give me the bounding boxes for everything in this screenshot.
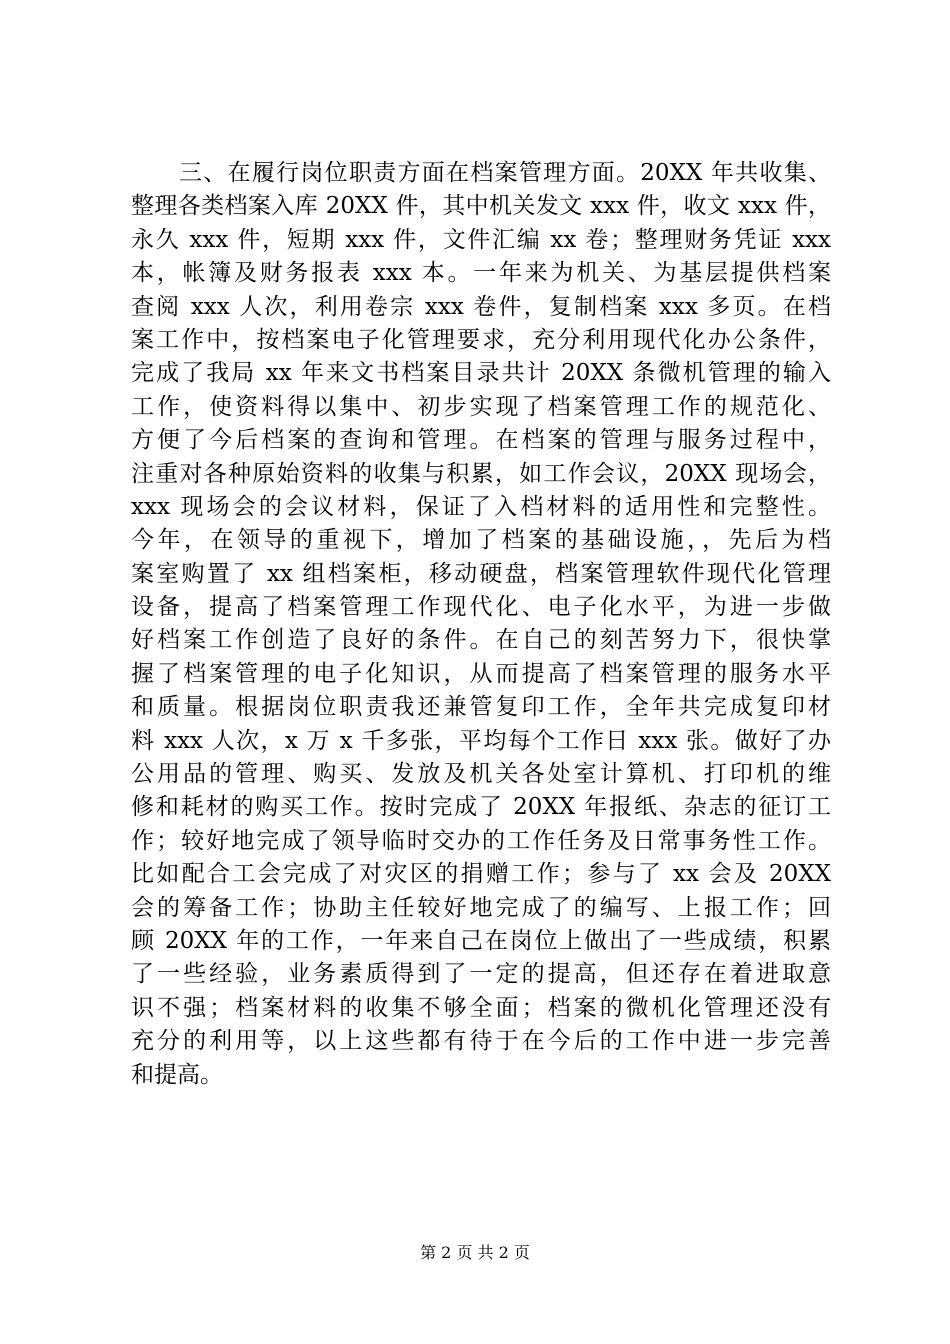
paragraph-line: 公用品的管理、购买、发放及机关各处室计算机、打印机的维 [131, 761, 831, 788]
paragraph-line: 好档案工作创造了良好的条件。在自己的刻苦努力下，很快掌 [131, 627, 831, 654]
paragraph-line: 三、在履行岗位职责方面在档案管理方面。20XX 年共收集、 [179, 160, 831, 186]
paragraph-line: 比如配合工会完成了对灾区的捐赠工作；参与了 xx 会及 20XX [131, 861, 831, 888]
paragraph-line: 设备，提高了档案管理工作现代化、电子化水平，为进一步做 [131, 594, 831, 621]
paragraph-line: 作；较好地完成了领导临时交办的工作任务及日常事务性工作。 [131, 827, 831, 854]
paragraph-line: 完成了我局 xx 年来文书档案目录共计 20XX 条微机管理的输入 [131, 360, 831, 387]
paragraph-line: 修和耗材的购买工作。按时完成了 20XX 年报纸、杂志的征订工 [131, 794, 831, 821]
paragraph-line: 案室购置了 xx 组档案柜，移动硬盘，档案管理软件现代化管理 [131, 560, 831, 587]
paragraph-line: 查阅 xxx 人次，利用卷宗 xxx 卷件，复制档案 xxx 多页。在档 [131, 293, 831, 320]
paragraph-line: 料 xxx 人次，x 万 x 千多张，平均每个工作日 xxx 张。做好了办 [131, 727, 831, 754]
paragraph-line: 案工作中，按档案电子化管理要求，充分利用现代化办公条件， [131, 326, 831, 353]
paragraph-line: 和质量。根据岗位职责我还兼管复印工作，全年共完成复印材 [131, 694, 831, 721]
paragraph-line: 了一些经验，业务素质得到了一定的提高，但还存在着进取意 [131, 961, 831, 988]
paragraph-line: 顾 20XX 年的工作，一年来自己在岗位上做出了一些成绩，积累 [131, 927, 831, 954]
paragraph-line: 方便了今后档案的查询和管理。在档案的管理与服务过程中， [131, 427, 831, 454]
paragraph-line: 整理各类档案入库 20XX 件，其中机关发文 xxx 件，收文 xxx 件， [131, 193, 831, 220]
page-footer [0, 1242, 950, 1264]
body-paragraph [131, 157, 831, 1092]
paragraph-line: 识不强；档案材料的收集不够全面；档案的微机化管理还没有 [131, 994, 831, 1021]
paragraph-line: 工作，使资料得以集中、初步实现了档案管理工作的规范化、 [131, 393, 831, 420]
paragraph-line: 今年，在领导的重视下，增加了档案的基础设施，，先后为档 [131, 527, 831, 554]
paragraph-line: 注重对各种原始资料的收集与积累，如工作会议，20XX 现场会， [131, 460, 831, 487]
paragraph-line: 和提高。 [131, 1061, 223, 1088]
paragraph-line: 会的筹备工作；协助主任较好地完成了的编写、上报工作；回 [131, 894, 831, 921]
paragraph-line: xxx 现场会的会议材料，保证了入档材料的适用性和完整性。 [131, 493, 831, 520]
paragraph-line: 握了档案管理的电子化知识，从而提高了档案管理的服务水平 [131, 660, 831, 687]
paragraph-line: 永久 xxx 件，短期 xxx 件，文件汇编 xx 卷；整理财务凭证 xxx [131, 226, 831, 253]
paragraph-line: 充分的利用等，以上这些都有待于在今后的工作中进一步完善 [131, 1028, 831, 1055]
page-indicator: 第 2 页 共 2 页 [420, 1243, 530, 1262]
paragraph-line: 本，帐簿及财务报表 xxx 本。一年来为机关、为基层提供档案 [131, 260, 831, 287]
